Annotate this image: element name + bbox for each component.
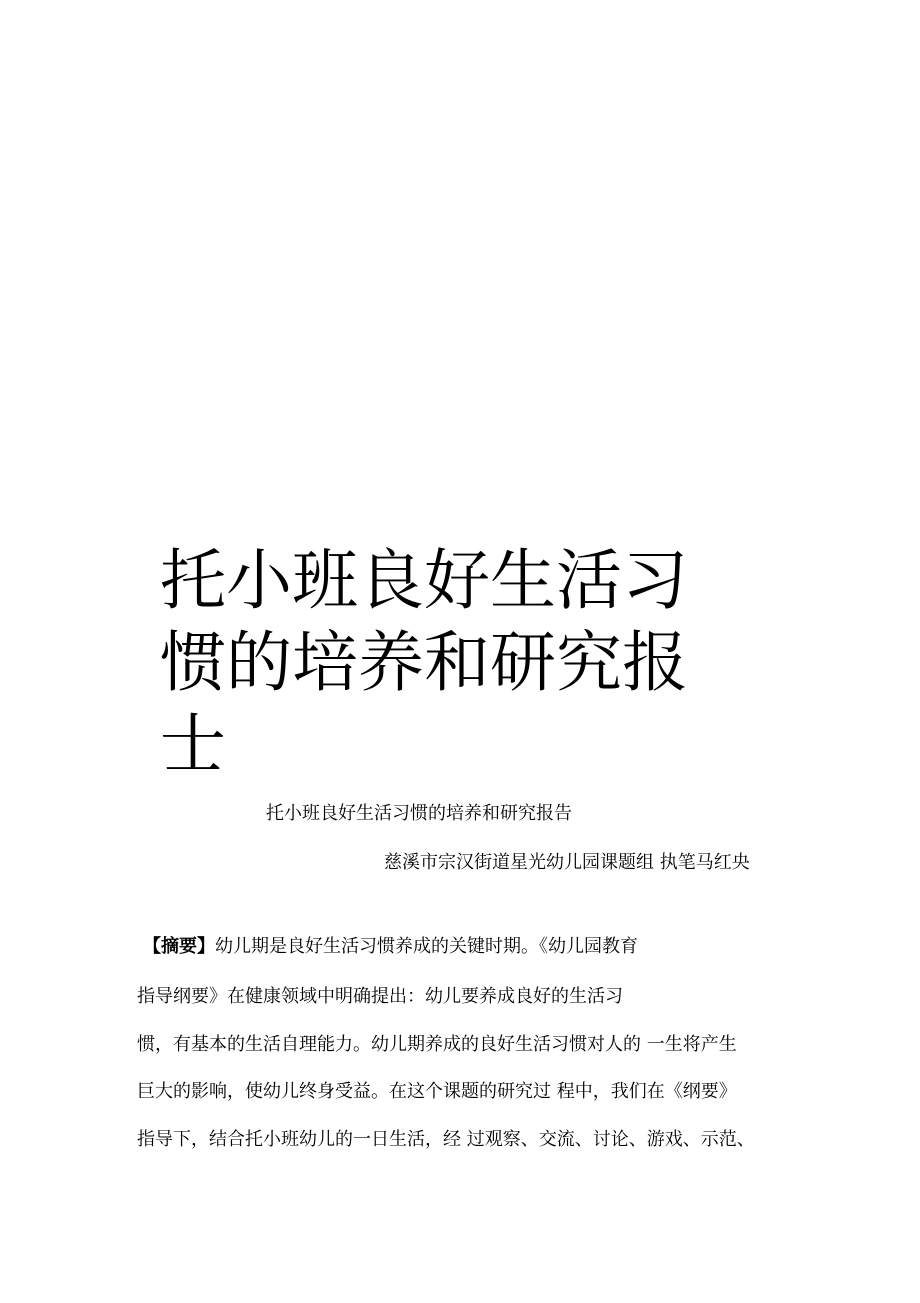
abstract-line-4: 巨大的影响，使幼儿终身受益。在这个课题的研究过 程中，我们在《纲要》 [137,1081,737,1102]
document-subtitle: 托小班良好生活习惯的培养和研究报告 [266,803,572,824]
abstract-label: 【摘要】 [143,936,215,957]
abstract-line-2: 指导纲要》在健康领域中明确提出：幼儿要养成良好的生活习 [137,986,623,1007]
title-line-2: 惯的培养和研究报 [160,624,688,701]
abstract-text-1: 幼儿期是良好生活习惯养成的关键时期。《幼儿园教育 [215,936,638,957]
document-author: 慈溪市宗汉街道星光幼儿园课题组 执笔马红央 [384,852,750,873]
document-title [160,540,720,786]
title-line-3: 士 [160,706,226,783]
abstract-line-1 [143,933,638,961]
abstract-line-5: 指导下，结合托小班幼儿的一日生活，经 过观察、交流、讨论、游戏、示范、 [137,1129,755,1150]
title-line-1: 托小班良好生活习 [160,542,688,619]
abstract-line-3: 惯，有基本的生活自理能力。幼儿期养成的良好生活习惯对人的 一生将产生 [137,1034,737,1055]
